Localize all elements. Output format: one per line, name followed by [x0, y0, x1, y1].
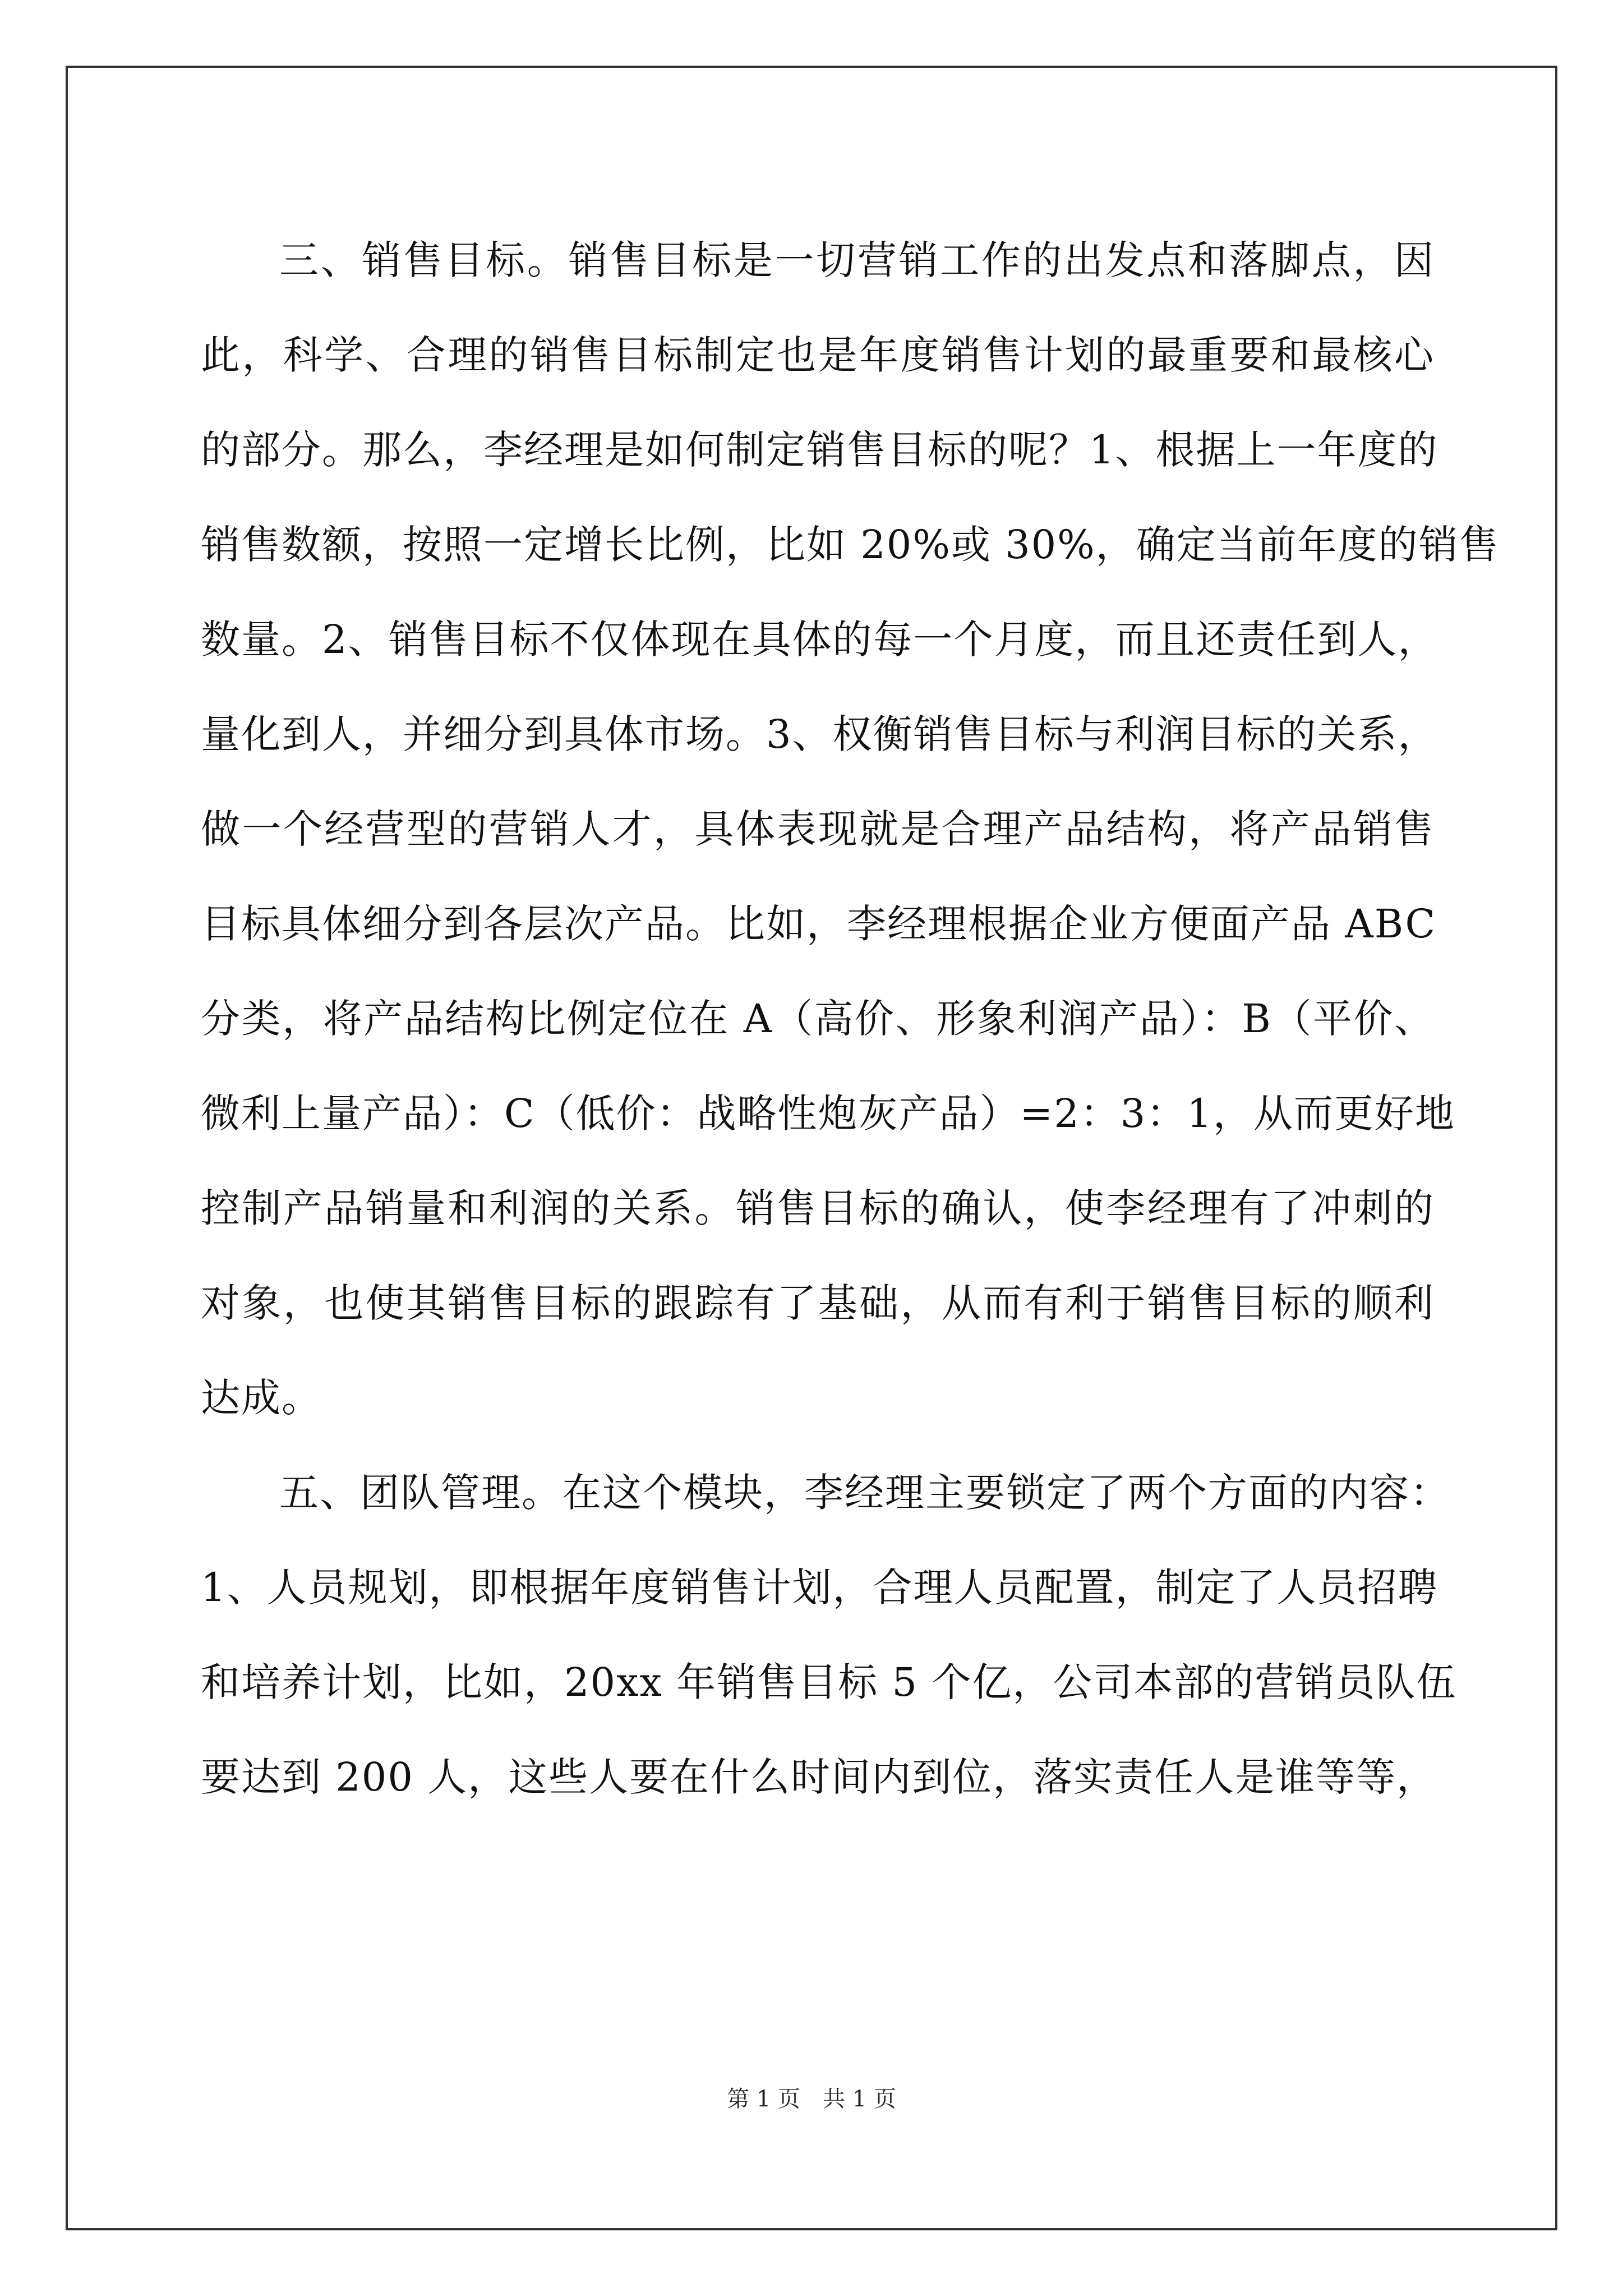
paragraph-1-line-3: 的部分。那么，李经理是如何制定销售目标的呢？1、根据上一年度的: [201, 427, 1438, 473]
paragraph-1-line-8: 目标具体细分到各层次产品。比如，李经理根据企业方便面产品 ABC: [201, 901, 1437, 947]
page-total: 共 1 页: [823, 2086, 896, 2112]
paragraph-1-line-10: 微利上量产品）：C（低价：战略性炮灰产品）=2：3：1，从而更好地: [201, 1091, 1455, 1137]
paragraph-1-line-11: 控制产品销量和利润的关系。销售目标的确认，使李经理有了冲刺的: [201, 1185, 1435, 1231]
paragraph-1-line-7: 做一个经营型的营销人才，具体表现就是合理产品结构，将产品销售: [201, 806, 1435, 852]
paragraph-1-line-2: 此，科学、合理的销售目标制定也是年度销售计划的最重要和最核心: [201, 332, 1435, 378]
paragraph-1-line-9: 分类，将产品结构比例定位在 A（高价、形象利润产品）：B（平价、: [201, 996, 1435, 1042]
paragraph-2-line-3: 和培养计划，比如，20xx 年销售目标 5 个亿，公司本部的营销员队伍: [201, 1659, 1457, 1705]
body-text: [201, 213, 1500, 1825]
paragraph-1-line-13: 达成。: [201, 1375, 322, 1421]
paragraph-1-line-4: 销售数额，按照一定增长比例，比如 20%或 30%，确定当前年度的销售: [201, 522, 1500, 568]
page-footer: [0, 2081, 1623, 2113]
paragraph-1-line-12: 对象，也使其销售目标的跟踪有了基础，从而有利于销售目标的顺利: [201, 1280, 1435, 1326]
paragraph-2-line-2: 1、人员规划，即根据年度销售计划，合理人员配置，制定了人员招聘: [201, 1565, 1438, 1611]
page-number: 第 1 页: [727, 2086, 800, 2112]
paragraph-1-line-1: 三、销售目标。销售目标是一切营销工作的出发点和落脚点，因: [279, 237, 1435, 283]
paragraph-1-line-5: 数量。2、销售目标不仅体现在具体的每一个月度，而且还责任到人，: [201, 616, 1438, 662]
paragraph-1-line-6: 量化到人，并细分到具体市场。3、权衡销售目标与利润目标的关系，: [201, 711, 1438, 757]
paragraph-2-line-1: 五、团队管理。在这个模块，李经理主要锁定了两个方面的内容：: [279, 1470, 1450, 1516]
paragraph-2-line-4: 要达到 200 人，这些人要在什么时间内到位，落实责任人是谁等等，: [201, 1754, 1437, 1800]
